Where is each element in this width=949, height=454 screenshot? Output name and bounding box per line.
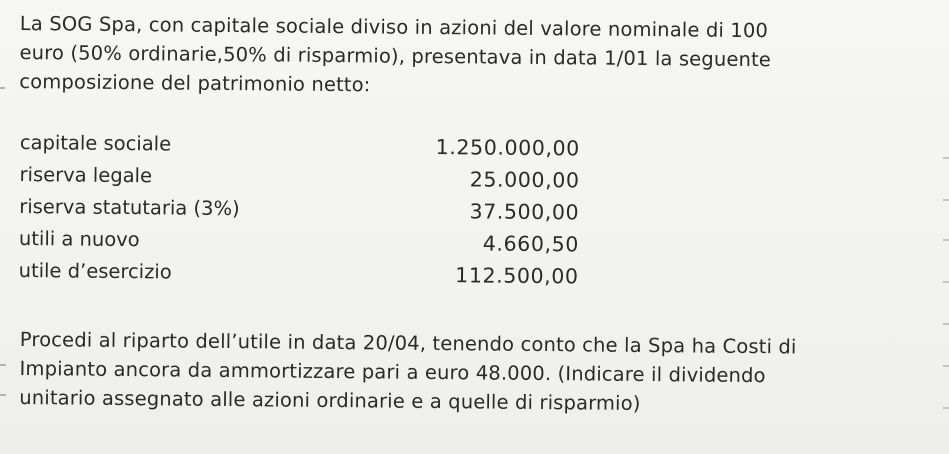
- intro-line: euro (50% ordinarie,50% di risparmio), presentava in data 1/01 la seguente: [19, 40, 772, 72]
- table-row: [18, 258, 578, 295]
- row-amount: 1.250.000,00: [435, 134, 580, 161]
- intro-paragraph: [19, 9, 920, 105]
- row-amount: 37.500,00: [469, 199, 580, 225]
- intro-line: composizione del patrimonio netto:: [19, 69, 371, 97]
- table-row: [19, 194, 579, 231]
- task-line: unitario assegnato alle azioni ordinarie e a quelle di risparmio): [19, 385, 641, 415]
- row-amount: 4.660,50: [482, 231, 580, 257]
- table-row: [19, 162, 579, 199]
- row-amount: 25.000,00: [469, 167, 580, 193]
- row-amount: 112.500,00: [455, 263, 579, 289]
- row-label: riserva statutaria (3%): [19, 194, 240, 221]
- row-label: capitale sociale: [19, 130, 172, 156]
- row-label: utile d’esercizio: [18, 258, 172, 284]
- table-row: [19, 226, 579, 263]
- task-line: Procedi al riparto dell’utile in data 20/04, tenendo conto che la Spa ha Costi di: [19, 327, 797, 359]
- row-label: utili a nuovo: [18, 226, 140, 252]
- intro-line: La SOG Spa, con capitale sociale diviso in azioni del valore nominale di 100: [19, 11, 769, 43]
- table-row: [20, 130, 580, 167]
- patrimonio-netto-table: [18, 130, 580, 295]
- task-line: Impianto ancora da ammortizzare pari a euro 48.000. (Indicare il dividendo: [19, 356, 766, 388]
- task-paragraph: [19, 325, 940, 421]
- row-label: riserva legale: [19, 162, 153, 188]
